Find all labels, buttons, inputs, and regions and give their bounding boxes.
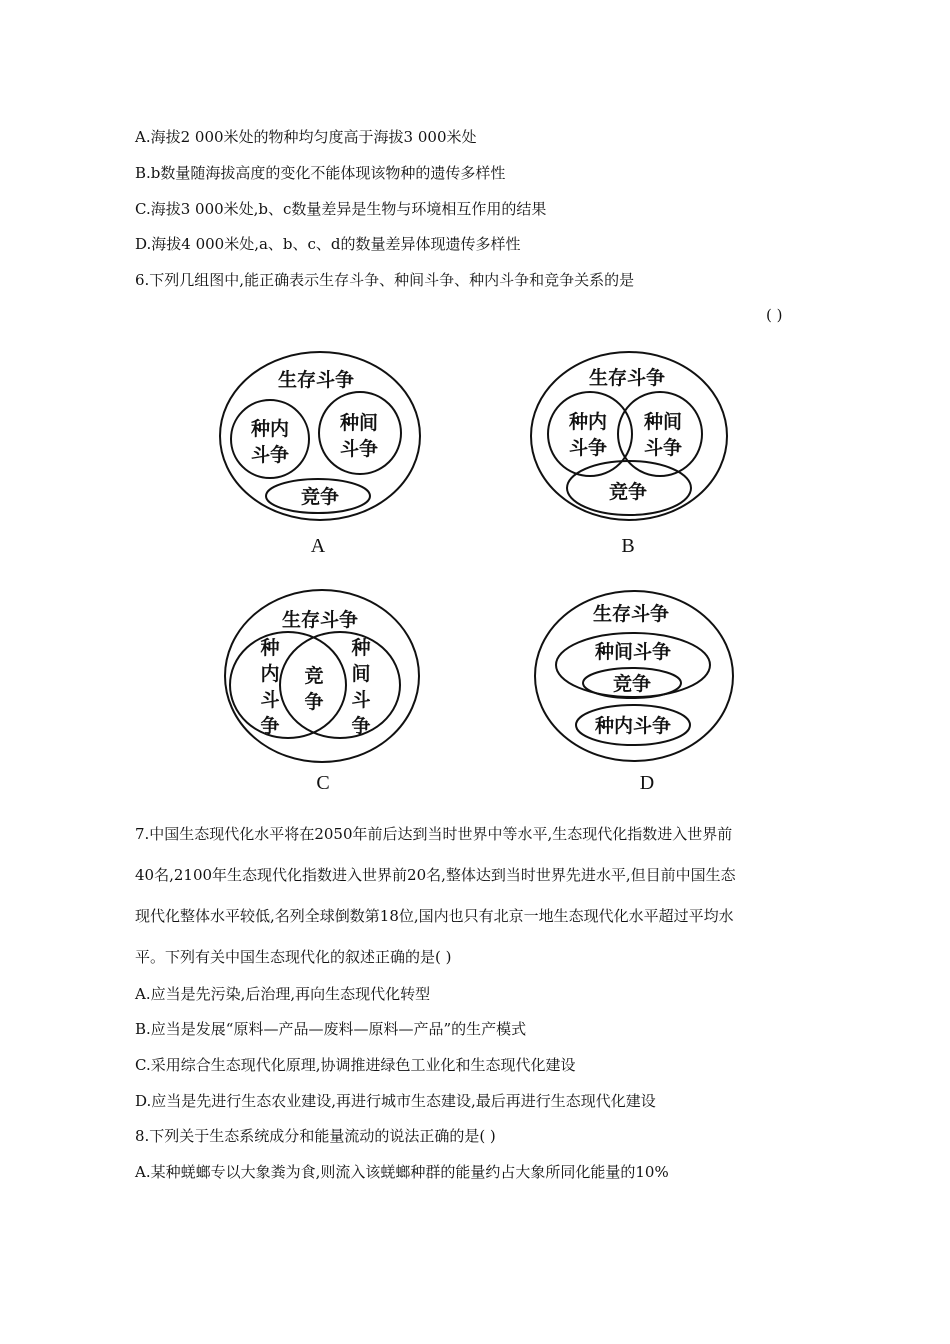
q5-option-c: C.海拔3 000米处,b、c数量差异是生物与环境相互作用的结果: [135, 200, 547, 218]
competition-char-1: 竞: [304, 665, 324, 687]
interspecific-label: 种间斗争: [594, 641, 672, 663]
diagram-c-caption: C: [316, 772, 330, 794]
intraspecific-label-2: 斗争: [250, 444, 290, 466]
q7-option-c: C.采用综合生态现代化原理,协调推进绿色工业化和生态现代化建设: [135, 1056, 576, 1074]
diagram-d-caption: D: [639, 772, 655, 794]
interspecific-label-2: 斗争: [339, 438, 379, 460]
diagram-d: [525, 588, 745, 803]
interspecific-char-1: 种: [351, 637, 371, 659]
q5-option-d: D.海拔4 000米处,a、b、c、d的数量差异体现遗传多样性: [135, 235, 521, 253]
intraspecific-char-3: 斗: [260, 689, 280, 711]
competition-char-2: 争: [304, 691, 324, 713]
survival-struggle-label: 生存斗争: [592, 603, 670, 625]
q5-option-a: A.海拔2 000米处的物种均匀度高于海拔3 000米处: [135, 128, 477, 146]
intraspecific-char-4: 争: [260, 715, 280, 737]
diagram-c: [214, 588, 434, 803]
diagram-b-caption: B: [621, 535, 635, 557]
interspecific-label-2: 斗争: [643, 437, 683, 459]
intraspecific-label-2: 斗争: [568, 437, 608, 459]
intraspecific-circle: [548, 392, 632, 476]
survival-struggle-label: 生存斗争: [588, 367, 666, 389]
q7-option-a: A.应当是先污染,后治理,再向生态现代化转型: [135, 985, 431, 1003]
survival-struggle-label: 生存斗争: [281, 609, 359, 631]
competition-label: 竞争: [608, 481, 648, 503]
q7-option-d: D.应当是先进行生态农业建设,再进行城市生态建设,最后再进行生态现代化建设: [135, 1092, 656, 1110]
intraspecific-char-1: 种: [260, 637, 280, 659]
diagram-a: [210, 348, 430, 563]
survival-struggle-label: 生存斗争: [277, 369, 355, 391]
q7-stem-line-2: 40名,2100年生态现代化指数进入世界前20名,整体达到当时世界先进水平,但目前中国生态: [135, 866, 736, 884]
interspecific-circle: [280, 632, 400, 738]
q8-stem: 8.下列关于生态系统成分和能量流动的说法正确的是( ): [135, 1127, 496, 1145]
diagram-b: [525, 348, 745, 563]
intraspecific-char-2: 内: [260, 663, 280, 685]
interspecific-label-1: 种间: [643, 411, 683, 433]
intraspecific-label-1: 种内: [250, 418, 290, 440]
q7-stem-line-1: 7.中国生态现代化水平将在2050年前后达到当时世界中等水平,生态现代化指数进入世界前: [135, 825, 733, 843]
competition-label: 竞争: [612, 673, 652, 695]
interspecific-char-2: 间: [351, 663, 371, 685]
q5-option-b: B.b数量随海拔高度的变化不能体现该物种的遗传多样性: [135, 164, 506, 182]
q8-option-a: A.某种蜣螂专以大象粪为食,则流入该蜣螂种群的能量约占大象所同化能量的10%: [135, 1163, 669, 1181]
q7-option-b: B.应当是发展“原料—产品—废料—原料—产品”的生产模式: [135, 1020, 527, 1038]
q6-stem: 6.下列几组图中,能正确表示生存斗争、种间斗争、种内斗争和竞争关系的是: [135, 271, 635, 289]
intraspecific-label: 种内斗争: [594, 715, 672, 737]
interspecific-char-4: 争: [351, 715, 371, 737]
diagram-a-caption: A: [310, 535, 326, 557]
q7-stem-line-4: 平。下列有关中国生态现代化的叙述正确的是( ): [135, 948, 452, 966]
intraspecific-label-1: 种内: [568, 411, 608, 433]
interspecific-circle: [618, 392, 702, 476]
q7-stem-line-3: 现代化整体水平较低,名列全球倒数第18位,国内也只有北京一地生态现代化水平超过平均水: [135, 907, 734, 925]
interspecific-char-3: 斗: [351, 689, 371, 711]
interspecific-label-1: 种间: [339, 412, 379, 434]
competition-label: 竞争: [300, 486, 340, 508]
q6-answer-blank: ( ): [766, 306, 783, 324]
intraspecific-circle: [230, 632, 346, 738]
